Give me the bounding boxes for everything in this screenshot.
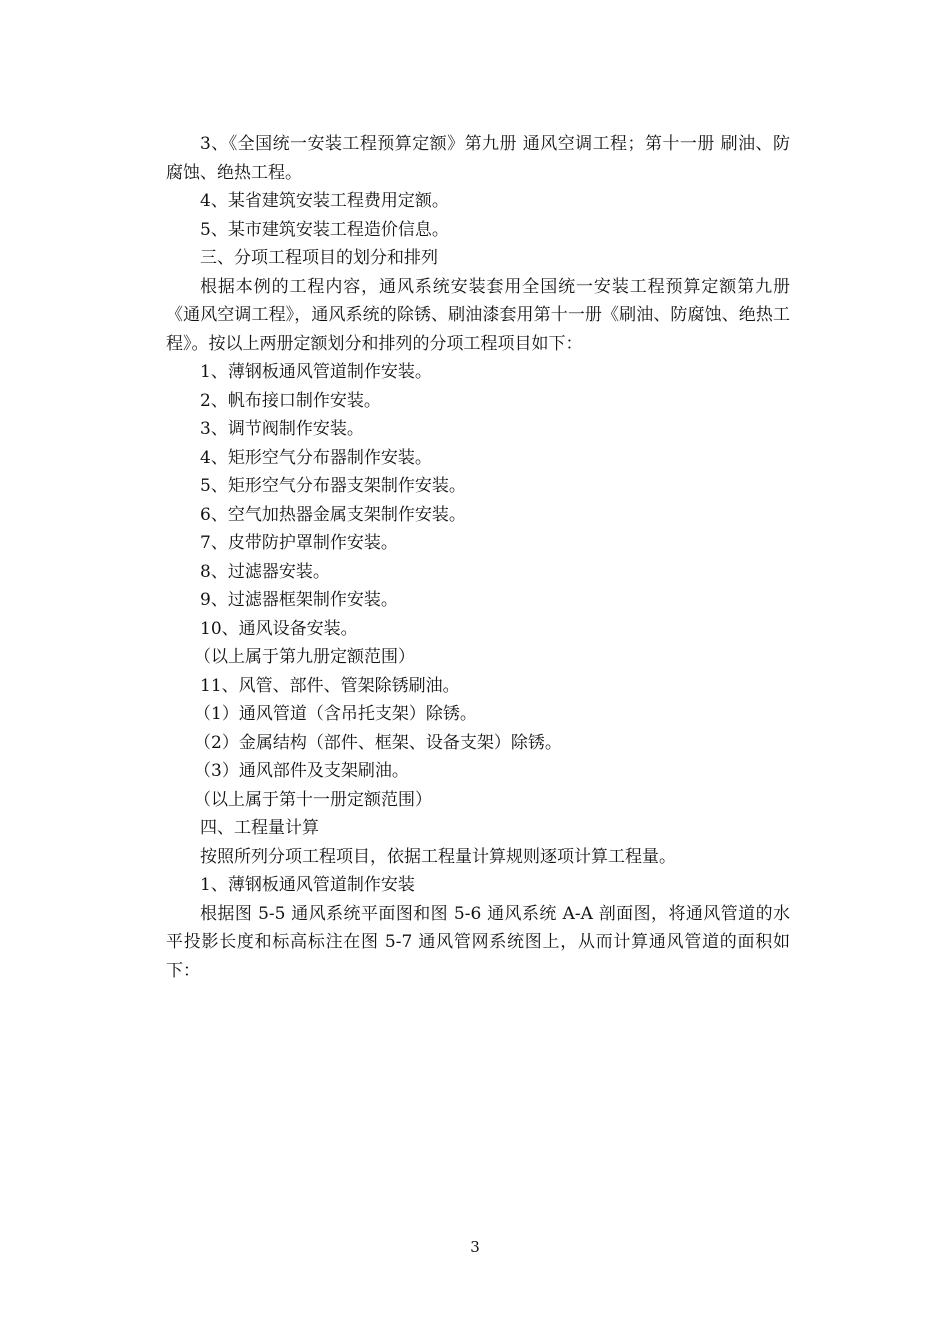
volume-11-note: （以上属于第十一册定额范围） xyxy=(194,789,432,810)
work-subitem-2: （2）金属结构（部件、框架、设备支架）除锈。 xyxy=(194,732,562,753)
calculation-item-1: 1、薄钢板通风管道制作安装 xyxy=(200,875,415,895)
section-heading-4: 四、工程量计算 xyxy=(200,818,319,838)
section-4-intro: 按照所列分项工程项目，依据工程量计算规则逐项计算工程量。 xyxy=(200,846,676,867)
work-subitem-3: （3）通风部件及支架刷油。 xyxy=(194,761,409,781)
work-item-5: 5、矩形空气分布器支架制作安装。 xyxy=(200,476,466,496)
calculation-description: 根据图 5-5 通风系统平面图和图 5-6 通风系统 A-A 剖面图，将通风管道的水平投影长度和标高标注在图 5-7 通风管网系统图上，从而计算通风管道的面积如下： xyxy=(166,903,790,981)
work-item-9: 9、过滤器框架制作安装。 xyxy=(200,590,398,610)
body-text xyxy=(166,130,790,985)
work-item-4: 4、矩形空气分布器制作安装。 xyxy=(200,447,432,468)
work-item-11: 11、风管、部件、管架除锈刷油。 xyxy=(200,675,460,696)
work-item-3: 3、调节阀制作安装。 xyxy=(200,419,364,439)
work-item-2: 2、帆布接口制作安装。 xyxy=(200,390,381,411)
reference-item-5: 5、某市建筑安装工程造价信息。 xyxy=(200,219,449,240)
work-item-6: 6、空气加热器金属支架制作安装。 xyxy=(200,504,466,525)
work-subitem-1: （1）通风管道（含吊托支架）除锈。 xyxy=(194,704,477,724)
section-3-intro: 根据本例的工程内容，通风系统安装套用全国统一安装工程预算定额第九册《通风空调工程》，通风系统的除锈、刷油漆套用第十一册《刷油、防腐蚀、绝热工程》。按以上两册定额划分和排列的分项工程项目如下： xyxy=(166,276,790,354)
work-item-1: 1、薄钢板通风管道制作安装。 xyxy=(200,362,432,382)
page-number: 3 xyxy=(470,1238,480,1256)
reference-item-4: 4、某省建筑安装工程费用定额。 xyxy=(200,191,449,211)
work-item-8: 8、过滤器安装。 xyxy=(200,561,330,582)
work-item-7: 7、皮带防护罩制作安装。 xyxy=(200,533,398,553)
section-heading-3: 三、分项工程项目的划分和排列 xyxy=(200,248,438,268)
reference-item-3: 3、《全国统一安装工程预算定额》第九册 通风空调工程；第十一册 刷油、防腐蚀、绝热工程。 xyxy=(166,134,790,183)
volume-9-note: （以上属于第九册定额范围） xyxy=(194,647,415,667)
work-item-10: 10、通风设备安装。 xyxy=(200,618,358,639)
